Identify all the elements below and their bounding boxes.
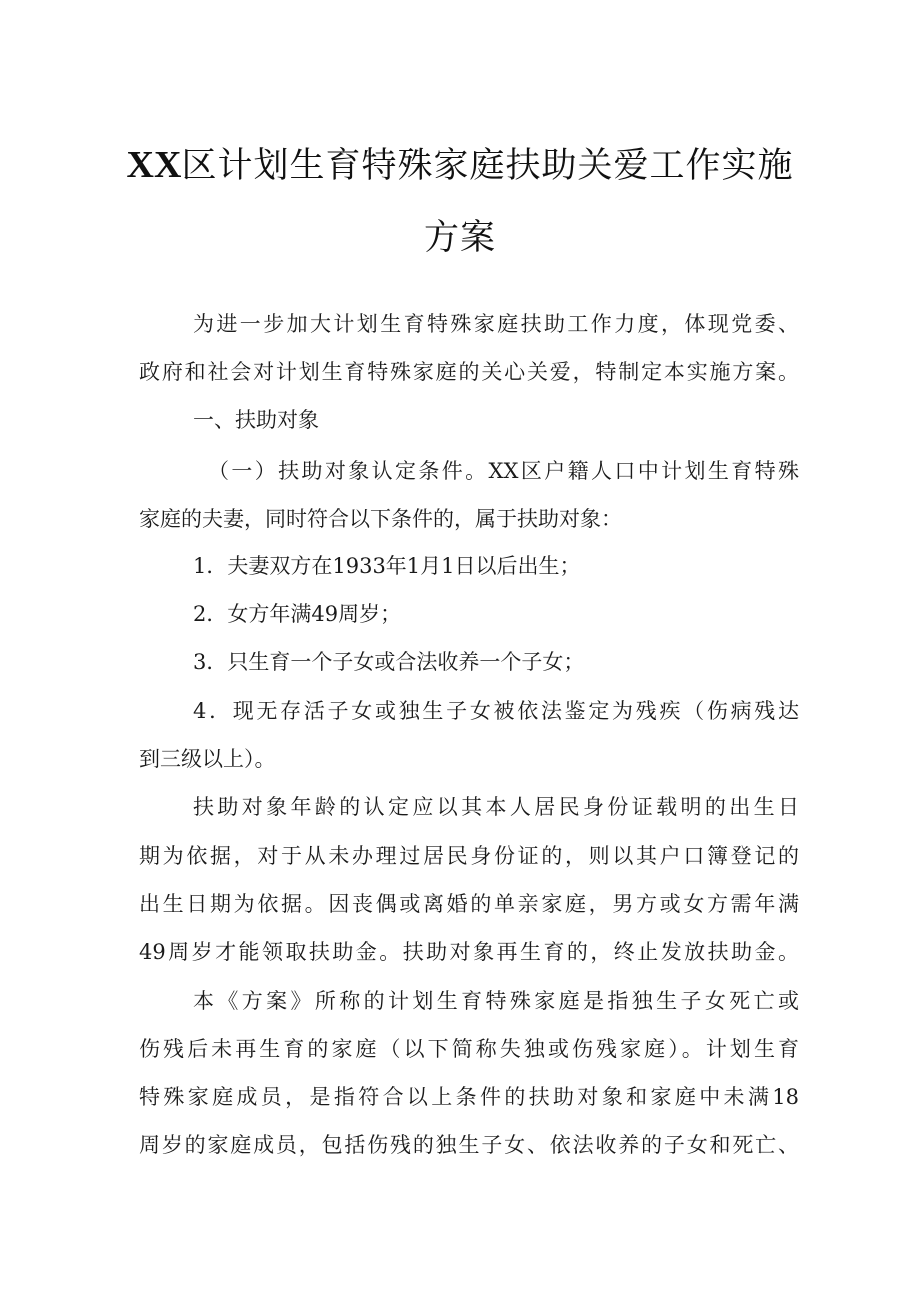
paragraph-line: 为进一步加大计划生育特殊家庭扶助工作力度，体现党委、 [193, 312, 799, 336]
list-item: 4．现无存活子女或独生子女被依法鉴定为残疾（伤病残达 [193, 699, 799, 723]
paragraph-line: 家庭的夫妻，同时符合以下条件的，属于扶助对象： [139, 507, 622, 531]
paragraph-line: 伤残后未再生育的家庭（以下简称失独或伤残家庭）。计划生育 [139, 1037, 799, 1061]
title-prefix: XX [126, 144, 182, 186]
title-text: 区计划生育特殊家庭扶助关爱工作实施 [181, 146, 794, 186]
section-heading: 一、扶助对象 [193, 408, 319, 432]
list-item: 3．只生育一个子女或合法收养一个子女； [193, 650, 585, 674]
paragraph-line: 周岁的家庭成员，包括伤残的独生子女、依法收养的子女和死亡、 [139, 1133, 799, 1157]
paragraph-line: （一）扶助对象认定条件。XX区户籍人口中计划生育特殊 [208, 459, 799, 483]
paragraph-line: 扶助对象年龄的认定应以其本人居民身份证载明的出生日 [193, 795, 799, 819]
list-item: 1．夫妻双方在1933年1月1日以后出生； [193, 554, 581, 578]
paragraph-line: 本《方案》所称的计划生育特殊家庭是指独生子女死亡或 [193, 989, 799, 1013]
paragraph-line: 政府和社会对计划生育特殊家庭的关心关爱，特制定本实施方案。 [139, 360, 799, 384]
paragraph-line: 49周岁才能领取扶助金。扶助对象再生育的，终止发放扶助金。 [139, 940, 799, 964]
paragraph-line: 到三级以上）。 [139, 747, 276, 771]
paragraph-line: 出生日期为依据。因丧偶或离婚的单亲家庭，男方或女方需年满 [139, 892, 799, 916]
document-title-line-2: 方案 [423, 218, 496, 258]
paragraph-line: 期为依据，对于从未办理过居民身份证的，则以其户口簿登记的 [139, 844, 799, 868]
document-title-line-1 [0, 138, 920, 188]
list-item: 2．女方年满49周岁； [193, 602, 402, 626]
paragraph-line: 特殊家庭成员，是指符合以上条件的扶助对象和家庭中未满18 [139, 1085, 799, 1109]
